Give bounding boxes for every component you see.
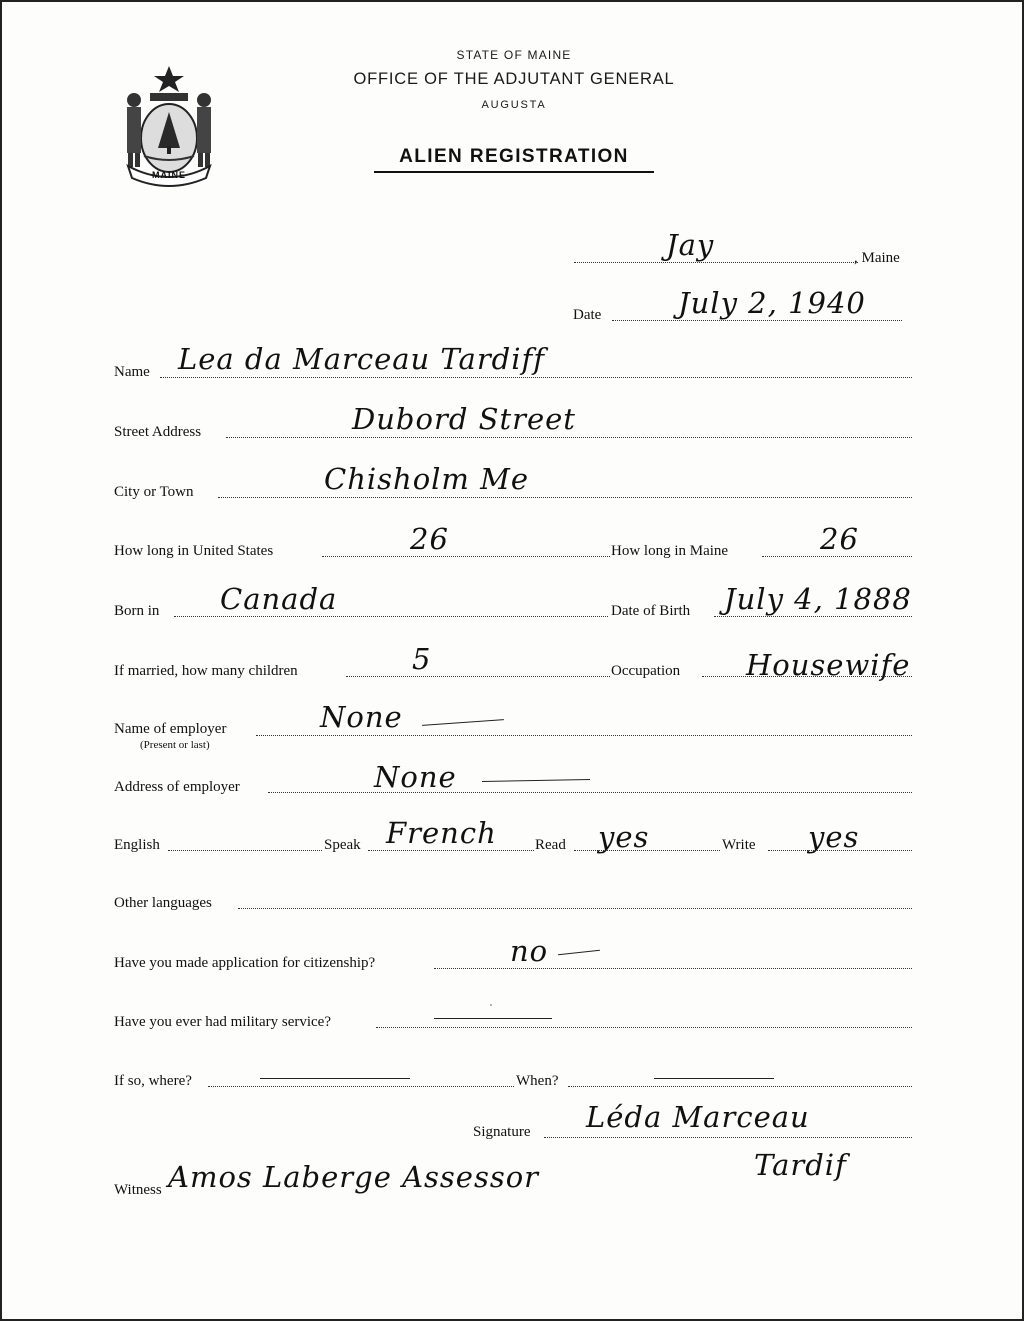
english-label: English: [114, 837, 160, 853]
military-dash: [434, 1018, 552, 1019]
write-entry: yes: [808, 820, 860, 854]
citizenship-label: Have you made application for citizenship?: [114, 955, 376, 971]
children-label: If married, how many children: [114, 663, 298, 679]
years-us-entry: 26: [410, 522, 449, 556]
city-entry: Chisholm Me: [324, 462, 530, 496]
street-label: Street Address: [114, 424, 202, 440]
where-line: [208, 1086, 514, 1087]
read-entry: yes: [598, 820, 650, 854]
years-us-line: [322, 556, 610, 557]
street-line: [226, 437, 912, 438]
name-label: Name: [114, 364, 150, 380]
witness-entry: Amos Laberge Assessor: [168, 1160, 540, 1194]
employer-label: Name of employer: [114, 721, 227, 737]
dob-label: Date of Birth: [611, 603, 691, 619]
other-languages-line: [238, 908, 912, 909]
date-line: [612, 320, 902, 321]
born-entry: Canada: [220, 582, 338, 616]
other-languages-label: Other languages: [114, 895, 212, 911]
dob-line: [714, 616, 912, 617]
english-line: [168, 850, 322, 851]
signature-line: [544, 1137, 912, 1138]
citizenship-line: [434, 968, 912, 969]
employer-entry: None: [320, 700, 403, 734]
military-line: [376, 1027, 912, 1028]
witness-label: Witness: [114, 1182, 162, 1198]
name-entry: Lea da Marceau Tardiff: [178, 342, 545, 376]
header-office: OFFICE OF THE ADJUTANT GENERAL: [353, 70, 675, 88]
where-label: If so, where?: [114, 1073, 192, 1089]
speak-line: [368, 850, 534, 851]
occupation-entry: Housewife: [746, 648, 911, 682]
place-entry: Jay: [666, 228, 715, 262]
dob-entry: July 4, 1888: [724, 582, 912, 616]
years-us-label: How long in United States: [114, 543, 274, 559]
name-line: [160, 377, 912, 378]
military-label: Have you ever had military service?: [114, 1014, 331, 1030]
occupation-label: Occupation: [611, 663, 681, 679]
born-label: Born in: [114, 603, 160, 619]
place-line: [574, 262, 858, 263]
children-line: [346, 676, 610, 677]
employer-address-line: [268, 792, 912, 793]
signature-entry-line2: Tardif: [754, 1148, 847, 1182]
where-dash: [260, 1078, 410, 1079]
read-label: Read: [535, 837, 566, 853]
ink-speck: [490, 1004, 492, 1006]
speak-entry: French: [386, 816, 497, 850]
write-label: Write: [722, 837, 756, 853]
when-dash: [654, 1078, 774, 1079]
citizenship-dash: [558, 950, 600, 955]
header-state: STATE OF MAINE: [456, 48, 572, 62]
place-suffix-label: , Maine: [854, 250, 900, 266]
employer-dash: [422, 719, 504, 726]
years-maine-line: [762, 556, 912, 557]
city-label: City or Town: [114, 484, 194, 500]
employer-line: [256, 735, 912, 736]
children-entry: 5: [412, 642, 432, 676]
signature-entry-line1: Léda Marceau: [586, 1100, 810, 1134]
date-entry: July 2, 1940: [678, 286, 866, 320]
employer-address-label: Address of employer: [114, 779, 240, 795]
seal-motto: MAINE: [152, 170, 186, 180]
street-entry: Dubord Street: [352, 402, 576, 436]
form-title: ALIEN REGISTRATION: [374, 146, 654, 173]
speak-label: Speak: [324, 837, 361, 853]
citizenship-entry: no: [510, 934, 549, 968]
years-maine-entry: 26: [820, 522, 859, 556]
date-label: Date: [573, 307, 602, 323]
city-line: [218, 497, 912, 498]
employer-sublabel: (Present or last): [140, 739, 210, 751]
when-label: When?: [516, 1073, 559, 1089]
when-line: [568, 1086, 912, 1087]
years-maine-label: How long in Maine: [611, 543, 729, 559]
signature-label: Signature: [473, 1124, 531, 1140]
employer-address-dash: [482, 779, 590, 782]
born-line: [174, 616, 608, 617]
header-city: AUGUSTA: [481, 99, 547, 111]
employer-address-entry: None: [374, 760, 457, 794]
